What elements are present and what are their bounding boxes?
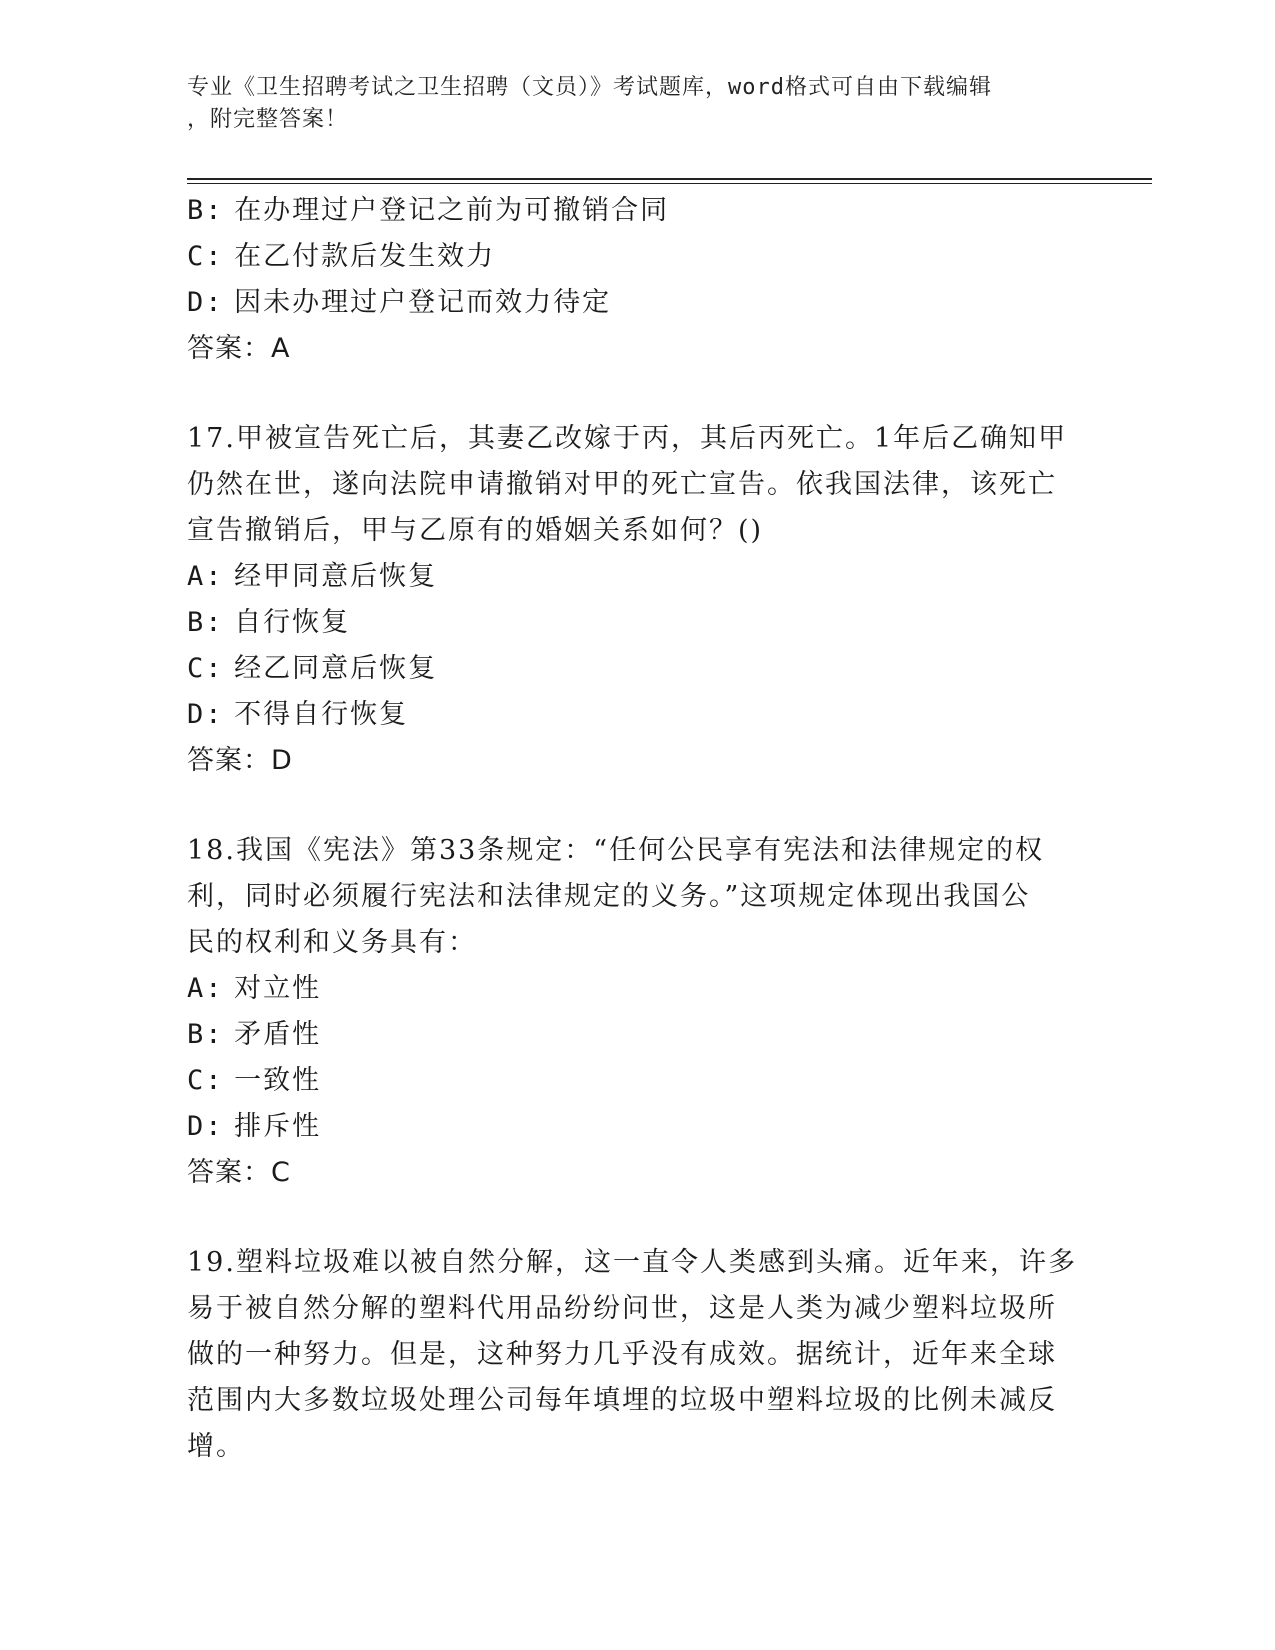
option-b	[187, 600, 1067, 646]
header-divider-thick	[187, 178, 1152, 180]
option-letter: C:	[187, 653, 224, 684]
question-text-line: 19.塑料垃圾难以被自然分解，这一直令人类感到头痛。近年来，许多	[187, 1247, 1077, 1278]
option-d	[187, 692, 1067, 738]
prev-question	[187, 188, 1067, 372]
question-18	[187, 828, 1067, 1196]
option-c	[187, 1058, 1067, 1104]
option-letter: C:	[187, 241, 224, 272]
option-text: 不得自行恢复	[234, 699, 409, 730]
option-text: 在办理过户登记之前为可撤销合同	[234, 195, 670, 226]
answer-line: 答案：C	[187, 1157, 291, 1188]
option-text: 一致性	[234, 1065, 322, 1096]
option-text: 对立性	[234, 973, 322, 1004]
option-letter: B:	[187, 607, 224, 638]
question-17	[187, 416, 1067, 784]
question-text-line: 易于被自然分解的塑料代用品纷纷问世，这是人类为减少塑料垃圾所	[187, 1293, 1057, 1324]
question-text-line: 范围内大多数垃圾处理公司每年填埋的垃圾中塑料垃圾的比例未减反	[187, 1385, 1057, 1416]
spacer	[187, 372, 1067, 416]
option-text: 自行恢复	[234, 607, 351, 638]
option-c	[187, 234, 1067, 280]
option-text: 因未办理过户登记而效力待定	[234, 287, 612, 318]
question-text-line: 做的一种努力。但是，这种努力几乎没有成效。据统计，近年来全球	[187, 1339, 1057, 1370]
option-letter: B:	[187, 195, 224, 226]
option-a	[187, 966, 1067, 1012]
option-b	[187, 188, 1067, 234]
option-letter: D:	[187, 287, 224, 318]
option-letter: A:	[187, 561, 224, 592]
option-text: 矛盾性	[234, 1019, 322, 1050]
question-19	[187, 1240, 1077, 1470]
option-b	[187, 1012, 1067, 1058]
option-d	[187, 1104, 1067, 1150]
question-content	[187, 188, 1077, 1470]
option-text: 在乙付款后发生效力	[234, 241, 496, 272]
option-letter: D:	[187, 699, 224, 730]
question-text-line: 18.我国《宪法》第33条规定：“任何公民享有宪法和法律规定的权	[187, 835, 1045, 866]
option-letter: B:	[187, 1019, 224, 1050]
question-text-line: 17.甲被宣告死亡后，其妻乙改嫁于丙，其后丙死亡。1年后乙确知甲	[187, 423, 1068, 454]
option-letter: C:	[187, 1065, 224, 1096]
document-header	[187, 72, 1067, 136]
option-letter: A:	[187, 973, 224, 1004]
header-line-1: 专业《卫生招聘考试之卫生招聘（文员）》考试题库，word格式可自由下载编辑	[187, 75, 992, 100]
option-d	[187, 280, 1067, 326]
question-text-line: 仍然在世，遂向法院申请撤销对甲的死亡宣告。依我国法律，该死亡	[187, 469, 1057, 500]
spacer	[187, 1196, 1067, 1240]
question-text-line: 利，同时必须履行宪法和法律规定的义务。”这项规定体现出我国公	[187, 881, 1031, 912]
question-text-line: 增。	[187, 1431, 245, 1462]
question-text-line: 民的权利和义务具有：	[187, 927, 477, 958]
option-text: 经甲同意后恢复	[234, 561, 438, 592]
answer-line: 答案：A	[187, 333, 291, 364]
option-a	[187, 554, 1067, 600]
option-letter: D:	[187, 1111, 224, 1142]
option-text: 排斥性	[234, 1111, 322, 1142]
header-line-2: ，附完整答案！	[187, 107, 349, 132]
header-divider-thin	[187, 183, 1152, 184]
answer-line: 答案：D	[187, 745, 293, 776]
option-c	[187, 646, 1067, 692]
spacer	[187, 784, 1067, 828]
question-text-line: 宣告撤销后，甲与乙原有的婚姻关系如何？()	[187, 515, 764, 546]
option-text: 经乙同意后恢复	[234, 653, 438, 684]
